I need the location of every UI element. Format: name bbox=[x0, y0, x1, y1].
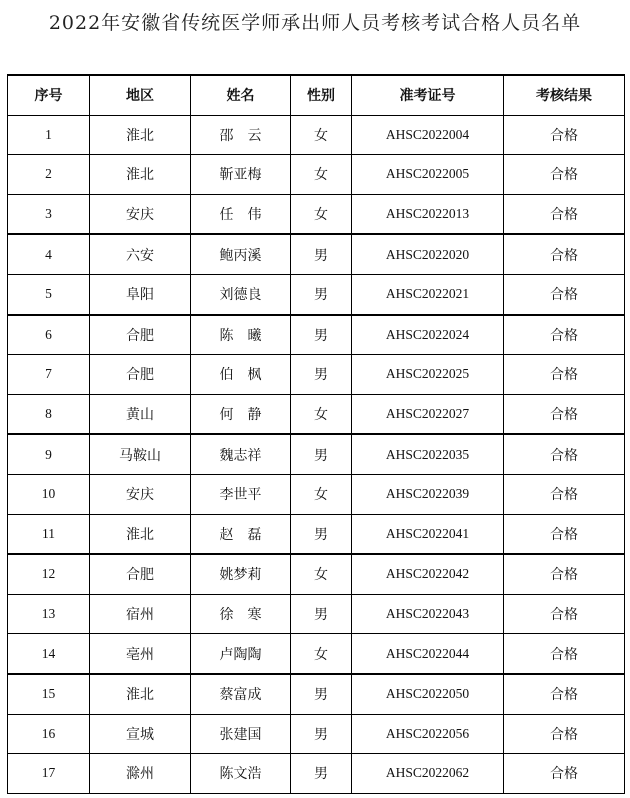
cell-serial-number: 1 bbox=[8, 115, 90, 155]
cell-gender: 男 bbox=[291, 434, 352, 474]
cell-name: 靳亚梅 bbox=[191, 155, 291, 195]
cell-admission-number: AHSC2022050 bbox=[352, 674, 504, 714]
cell-serial-number: 6 bbox=[8, 315, 90, 355]
cell-serial-number: 5 bbox=[8, 274, 90, 314]
cell-region: 滁州 bbox=[90, 754, 191, 794]
cell-result: 合格 bbox=[504, 754, 625, 794]
cell-region: 安庆 bbox=[90, 194, 191, 234]
cell-gender: 男 bbox=[291, 315, 352, 355]
table-row bbox=[8, 194, 625, 234]
cell-result: 合格 bbox=[504, 714, 625, 754]
table-row bbox=[8, 634, 625, 674]
cell-serial-number: 3 bbox=[8, 194, 90, 234]
header-result: 考核结果 bbox=[504, 75, 625, 115]
cell-region: 宣城 bbox=[90, 714, 191, 754]
cell-serial-number: 11 bbox=[8, 514, 90, 554]
table-row bbox=[8, 434, 625, 474]
cell-gender: 女 bbox=[291, 554, 352, 594]
cell-name: 任 伟 bbox=[191, 194, 291, 234]
cell-result: 合格 bbox=[504, 234, 625, 274]
cell-admission-number: AHSC2022025 bbox=[352, 355, 504, 395]
cell-admission-number: AHSC2022062 bbox=[352, 754, 504, 794]
table-row bbox=[8, 315, 625, 355]
cell-name: 魏志祥 bbox=[191, 434, 291, 474]
cell-serial-number: 10 bbox=[8, 474, 90, 514]
cell-name: 何 静 bbox=[191, 394, 291, 434]
cell-result: 合格 bbox=[504, 514, 625, 554]
cell-gender: 男 bbox=[291, 234, 352, 274]
table-row bbox=[8, 674, 625, 714]
cell-region: 合肥 bbox=[90, 355, 191, 395]
table-row bbox=[8, 754, 625, 794]
cell-gender: 女 bbox=[291, 394, 352, 434]
cell-name: 卢陶陶 bbox=[191, 634, 291, 674]
header-region: 地区 bbox=[90, 75, 191, 115]
table-row bbox=[8, 234, 625, 274]
cell-admission-number: AHSC2022005 bbox=[352, 155, 504, 195]
table-row bbox=[8, 514, 625, 554]
table-row bbox=[8, 155, 625, 195]
cell-gender: 男 bbox=[291, 355, 352, 395]
cell-serial-number: 4 bbox=[8, 234, 90, 274]
table-row bbox=[8, 714, 625, 754]
cell-serial-number: 2 bbox=[8, 155, 90, 195]
cell-admission-number: AHSC2022044 bbox=[352, 634, 504, 674]
cell-admission-number: AHSC2022039 bbox=[352, 474, 504, 514]
cell-region: 阜阳 bbox=[90, 274, 191, 314]
cell-result: 合格 bbox=[504, 674, 625, 714]
cell-result: 合格 bbox=[504, 474, 625, 514]
cell-result: 合格 bbox=[504, 634, 625, 674]
document-title: 2022年安徽省传统医学师承出师人员考核考试合格人员名单 bbox=[48, 12, 582, 34]
cell-admission-number: AHSC2022013 bbox=[352, 194, 504, 234]
cell-region: 合肥 bbox=[90, 315, 191, 355]
cell-gender: 男 bbox=[291, 754, 352, 794]
table-row bbox=[8, 394, 625, 434]
cell-serial-number: 8 bbox=[8, 394, 90, 434]
cell-admission-number: AHSC2022024 bbox=[352, 315, 504, 355]
table-row bbox=[8, 274, 625, 314]
cell-gender: 女 bbox=[291, 634, 352, 674]
cell-name: 蔡富成 bbox=[191, 674, 291, 714]
cell-admission-number: AHSC2022056 bbox=[352, 714, 504, 754]
header-admission-number: 准考证号 bbox=[352, 75, 504, 115]
table-row bbox=[8, 554, 625, 594]
cell-region: 淮北 bbox=[90, 115, 191, 155]
cell-gender: 女 bbox=[291, 474, 352, 514]
cell-admission-number: AHSC2022004 bbox=[352, 115, 504, 155]
cell-serial-number: 14 bbox=[8, 634, 90, 674]
cell-region: 合肥 bbox=[90, 554, 191, 594]
cell-result: 合格 bbox=[504, 355, 625, 395]
table-row bbox=[8, 355, 625, 395]
cell-admission-number: AHSC2022042 bbox=[352, 554, 504, 594]
cell-admission-number: AHSC2022020 bbox=[352, 234, 504, 274]
cell-admission-number: AHSC2022043 bbox=[352, 594, 504, 634]
cell-gender: 男 bbox=[291, 274, 352, 314]
cell-gender: 女 bbox=[291, 115, 352, 155]
cell-region: 亳州 bbox=[90, 634, 191, 674]
cell-serial-number: 17 bbox=[8, 754, 90, 794]
cell-serial-number: 9 bbox=[8, 434, 90, 474]
cell-admission-number: AHSC2022035 bbox=[352, 434, 504, 474]
cell-serial-number: 12 bbox=[8, 554, 90, 594]
header-gender: 性别 bbox=[291, 75, 352, 115]
cell-name: 张建国 bbox=[191, 714, 291, 754]
cell-name: 陈文浩 bbox=[191, 754, 291, 794]
cell-serial-number: 7 bbox=[8, 355, 90, 395]
table-row bbox=[8, 594, 625, 634]
cell-region: 六安 bbox=[90, 234, 191, 274]
cell-region: 淮北 bbox=[90, 674, 191, 714]
header-name: 姓名 bbox=[191, 75, 291, 115]
cell-gender: 男 bbox=[291, 714, 352, 754]
cell-region: 黄山 bbox=[90, 394, 191, 434]
cell-region: 宿州 bbox=[90, 594, 191, 634]
cell-name: 李世平 bbox=[191, 474, 291, 514]
table-body bbox=[8, 115, 625, 793]
cell-gender: 男 bbox=[291, 514, 352, 554]
cell-admission-number: AHSC2022021 bbox=[352, 274, 504, 314]
cell-result: 合格 bbox=[504, 155, 625, 195]
cell-result: 合格 bbox=[504, 554, 625, 594]
table-row bbox=[8, 474, 625, 514]
cell-name: 赵 磊 bbox=[191, 514, 291, 554]
cell-name: 徐 寒 bbox=[191, 594, 291, 634]
cell-name: 伯 枫 bbox=[191, 355, 291, 395]
cell-admission-number: AHSC2022041 bbox=[352, 514, 504, 554]
results-table bbox=[7, 74, 625, 794]
cell-admission-number: AHSC2022027 bbox=[352, 394, 504, 434]
cell-serial-number: 16 bbox=[8, 714, 90, 754]
cell-region: 马鞍山 bbox=[90, 434, 191, 474]
cell-region: 安庆 bbox=[90, 474, 191, 514]
cell-result: 合格 bbox=[504, 274, 625, 314]
cell-gender: 男 bbox=[291, 674, 352, 714]
cell-serial-number: 13 bbox=[8, 594, 90, 634]
cell-region: 淮北 bbox=[90, 514, 191, 554]
cell-result: 合格 bbox=[504, 434, 625, 474]
cell-result: 合格 bbox=[504, 594, 625, 634]
table-row bbox=[8, 115, 625, 155]
cell-name: 鲍丙溪 bbox=[191, 234, 291, 274]
cell-name: 姚梦莉 bbox=[191, 554, 291, 594]
cell-region: 淮北 bbox=[90, 155, 191, 195]
header-serial-number: 序号 bbox=[8, 75, 90, 115]
cell-name: 刘德良 bbox=[191, 274, 291, 314]
cell-gender: 女 bbox=[291, 194, 352, 234]
cell-result: 合格 bbox=[504, 115, 625, 155]
cell-result: 合格 bbox=[504, 194, 625, 234]
cell-result: 合格 bbox=[504, 394, 625, 434]
cell-serial-number: 15 bbox=[8, 674, 90, 714]
cell-gender: 男 bbox=[291, 594, 352, 634]
table-header-row bbox=[8, 75, 625, 115]
cell-gender: 女 bbox=[291, 155, 352, 195]
cell-result: 合格 bbox=[504, 315, 625, 355]
cell-name: 邵 云 bbox=[191, 115, 291, 155]
cell-name: 陈 曦 bbox=[191, 315, 291, 355]
